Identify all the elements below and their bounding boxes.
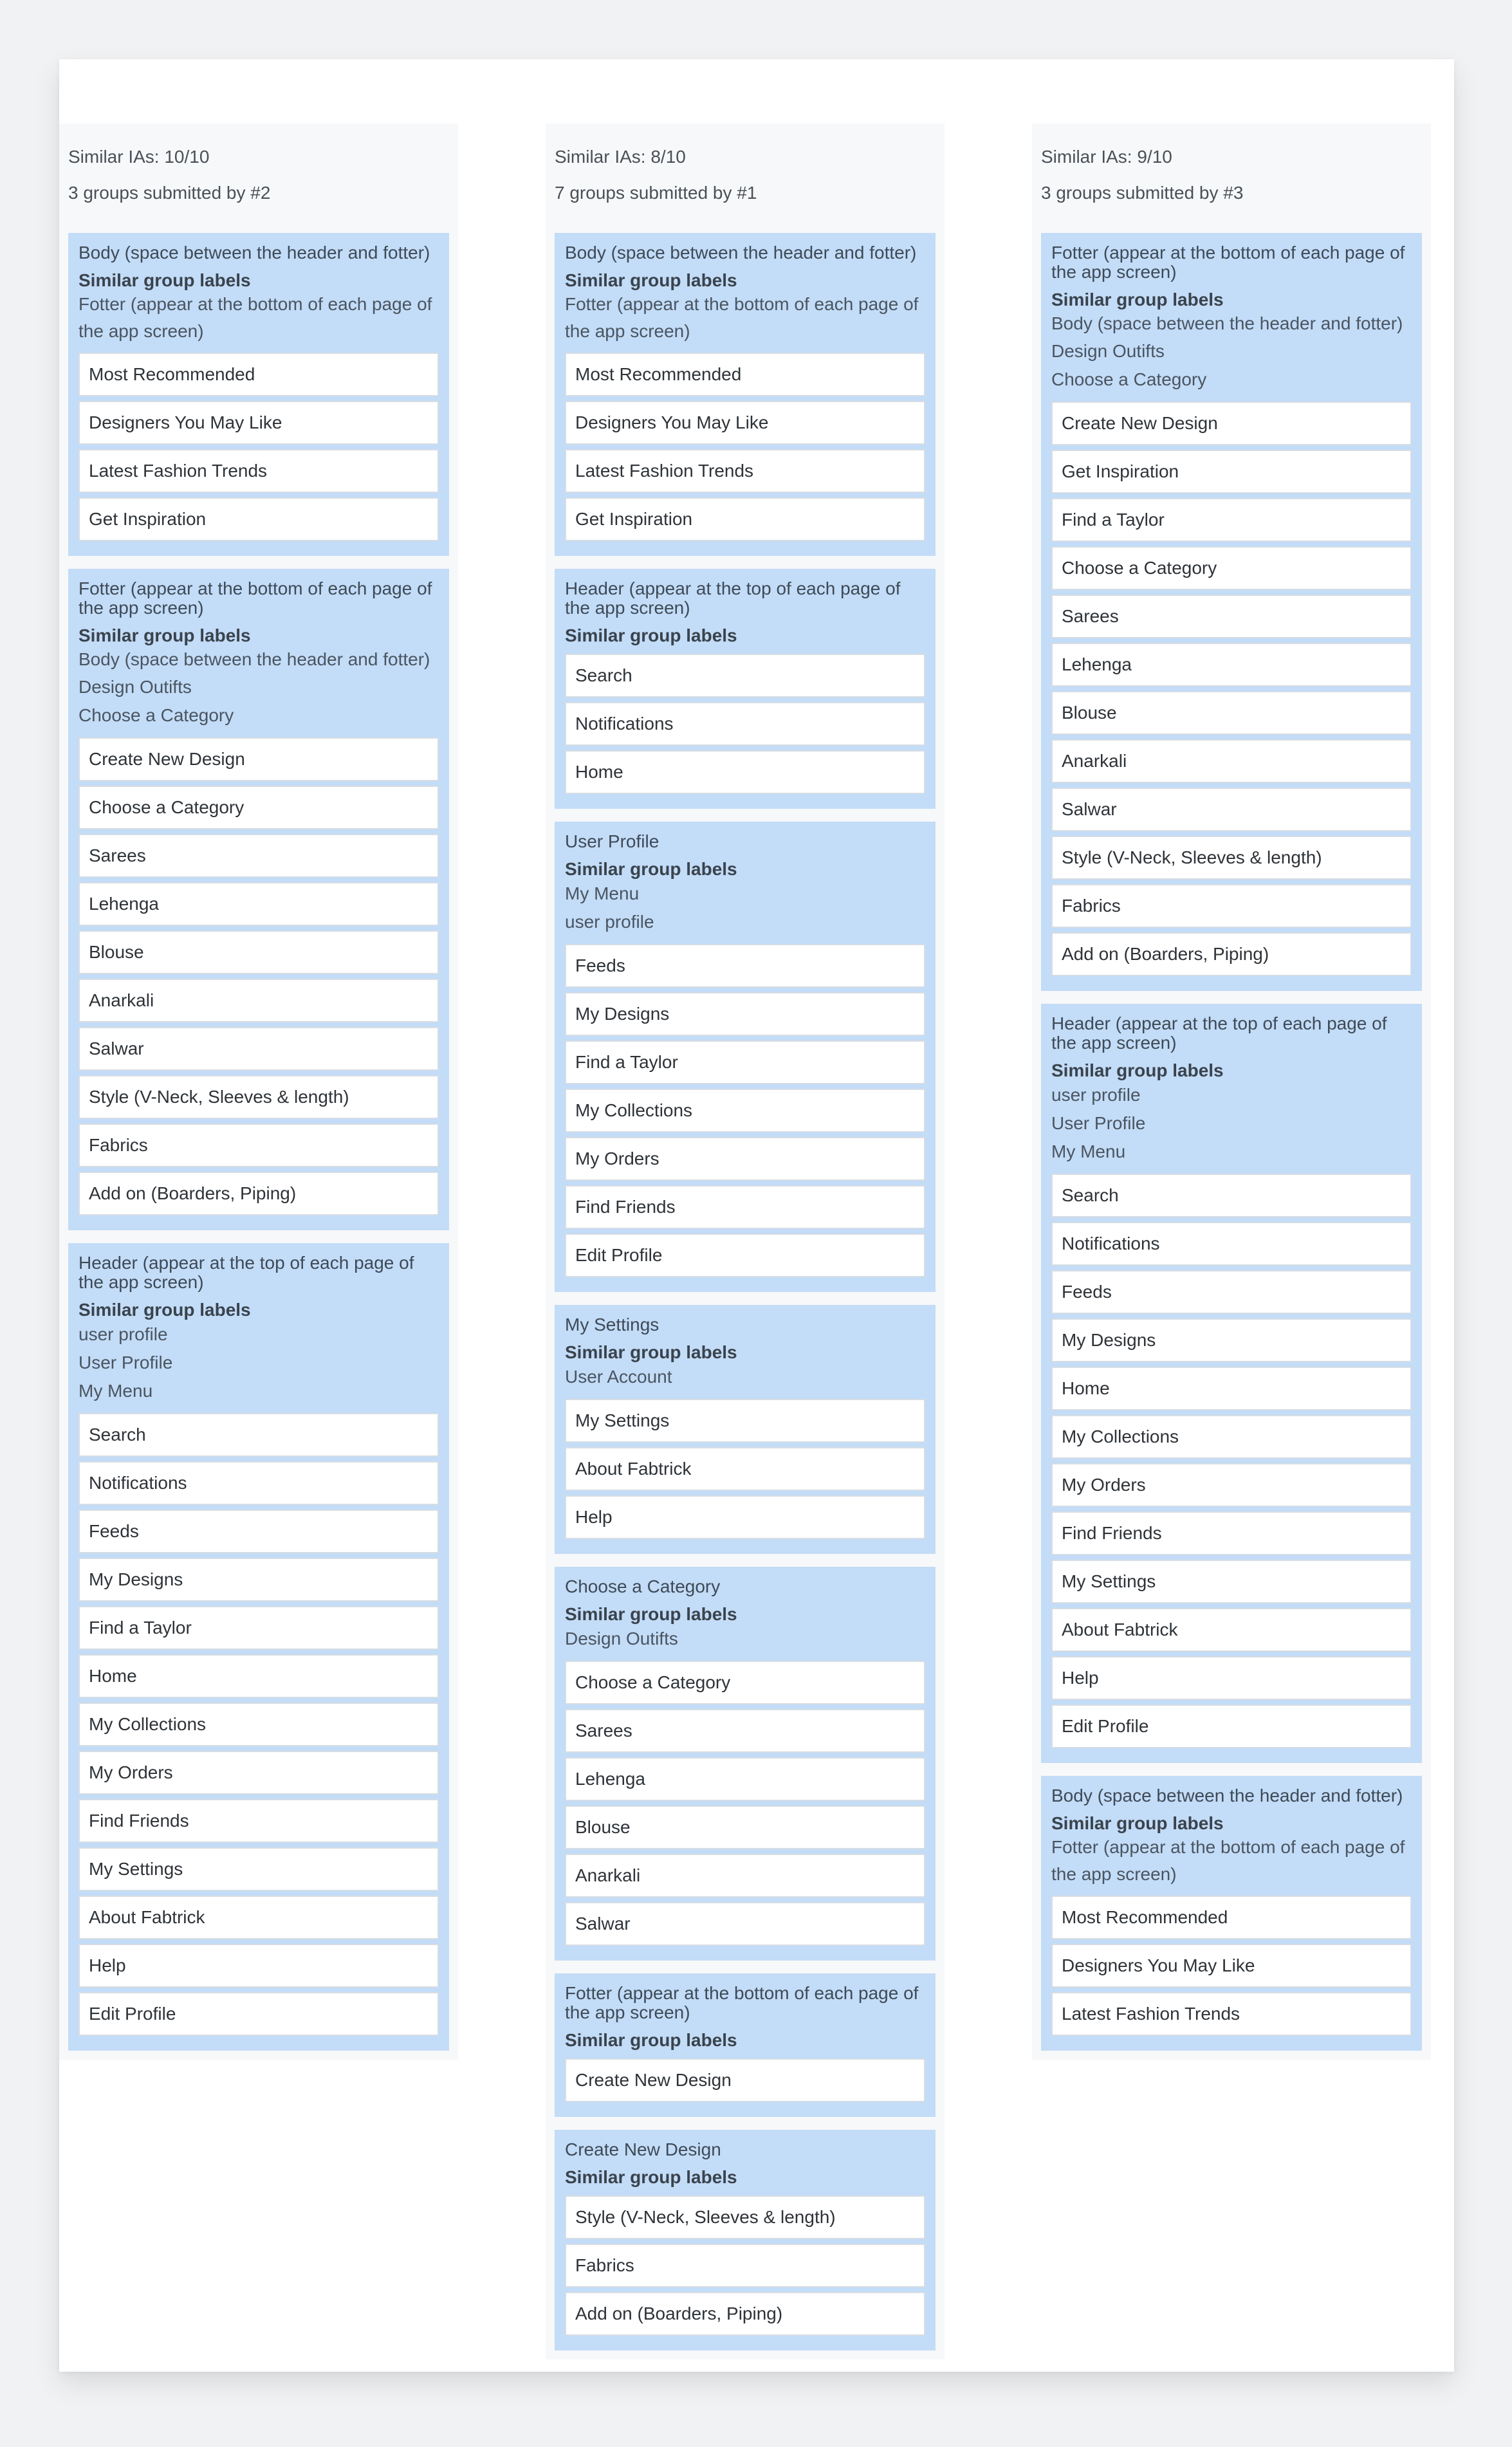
sort-card[interactable]: Latest Fashion Trends [1051,1992,1412,2036]
card-list [565,2058,925,2102]
similar-group-labels-heading: Similar group labels [78,1300,251,1320]
sort-card[interactable]: Find a Taylor [565,1040,925,1084]
sort-card[interactable]: My Settings [565,1399,925,1443]
sort-card[interactable]: Get Inspiration [1051,450,1412,494]
similar-group-label: User Profile [1051,1113,1146,1133]
group-title: Fotter (appear at the bottom of each page of the app screen) [78,578,432,618]
group-title: Body (space between the header and fotter) [78,243,430,263]
sort-card[interactable]: Sarees [1051,595,1412,638]
sort-card[interactable]: Create New Design [1051,402,1412,445]
similar-group-label: Choose a Category [78,705,234,725]
similar-group-labels-heading: Similar group labels [78,625,251,645]
similar-group-labels-heading: Similar group labels [565,1604,737,1624]
similar-group-labels-heading: Similar group labels [565,859,737,879]
sort-card[interactable]: Find a Taylor [1051,498,1412,542]
similar-group-label: User Account [565,1367,672,1387]
similar-group-label: Fotter (appear at the bottom of each page of the app screen) [1051,1837,1405,1884]
similar-group-label: My Menu [565,883,640,903]
sort-card[interactable]: Feeds [565,944,925,988]
similar-group-label: Fotter (appear at the bottom of each page of the app screen) [78,294,432,341]
sort-card[interactable]: My Designs [78,1558,439,1602]
card-group [555,1973,936,2117]
similar-group-label: user profile [78,1324,168,1344]
sort-card[interactable]: Blouse [1051,691,1412,735]
sort-card[interactable]: Anarkali [1051,739,1412,783]
sort-card[interactable]: Search [565,654,925,697]
sort-card[interactable]: My Designs [1051,1318,1412,1362]
sort-card[interactable]: Designers You May Like [78,401,439,445]
groups-submitted: 3 groups submitted by #3 [1041,183,1244,203]
group-title: Fotter (appear at the bottom of each page of the app screen) [565,1983,919,2022]
card-group [555,2130,936,2350]
sort-card[interactable]: Fabrics [565,2244,925,2287]
column-meta [1032,124,1431,220]
sort-card[interactable]: Fabrics [78,1123,439,1167]
sort-card[interactable]: Notifications [78,1461,439,1505]
sort-card[interactable]: About Fabtrick [1051,1608,1412,1652]
group-title: Header (appear at the top of each page of the app screen) [1051,1013,1387,1053]
similar-group-label: User Profile [78,1353,173,1372]
card-group [555,1567,936,1961]
group-title: Body (space between the header and fotter) [1051,1786,1403,1805]
sort-card[interactable]: About Fabtrick [78,1896,439,1939]
sort-card[interactable]: Lehenga [565,1757,925,1801]
card-group [555,1305,936,1554]
sort-card[interactable]: Add on (Boarders, Piping) [78,1172,439,1215]
sort-card[interactable]: Sarees [78,834,439,878]
results-sheet [59,59,1454,2372]
ia-column-2 [546,124,945,2359]
sort-card[interactable]: Search [78,1413,439,1457]
sort-card[interactable]: Home [565,750,925,794]
sort-card[interactable]: My Designs [565,992,925,1036]
sort-card[interactable]: Anarkali [565,1854,925,1898]
sort-card[interactable]: Lehenga [1051,643,1412,687]
similar-group-labels-heading: Similar group labels [565,2030,737,2050]
card-list [1051,402,1412,976]
sort-card[interactable]: Salwar [78,1027,439,1071]
sort-card[interactable]: My Settings [78,1847,439,1891]
sort-card[interactable]: Most Recommended [565,353,925,396]
sort-card[interactable]: Home [1051,1367,1412,1410]
similarity-score: Similar IAs: 9/10 [1041,147,1172,167]
column-meta [59,124,458,220]
sort-card[interactable]: My Orders [565,1137,925,1181]
group-title: User Profile [565,831,659,851]
sort-card[interactable]: My Collections [78,1703,439,1746]
card-group [68,1243,449,2051]
card-list [78,1413,439,2036]
group-title: Fotter (appear at the bottom of each page of the app screen) [1051,243,1405,282]
sort-card[interactable]: Notifications [1051,1222,1412,1266]
card-list [1051,1174,1412,1748]
ia-column-1 [59,124,458,2060]
sort-card[interactable]: My Settings [1051,1560,1412,1603]
ia-column-3 [1032,124,1431,2060]
sort-card[interactable]: Create New Design [78,737,439,781]
sort-card[interactable]: Sarees [565,1709,925,1753]
sort-card[interactable]: Salwar [565,1902,925,1946]
similar-group-label: Design Outifts [565,1629,678,1648]
card-group [68,233,449,556]
sort-card[interactable]: Feeds [78,1510,439,1553]
group-title: Body (space between the header and fotter) [565,243,917,263]
sort-card[interactable]: Help [565,1495,925,1539]
sort-card[interactable]: Most Recommended [78,353,439,396]
sort-card[interactable]: Feeds [1051,1270,1412,1314]
card-list [1051,1896,1412,2036]
sort-card[interactable]: Salwar [1051,788,1412,831]
sort-card[interactable]: Search [1051,1174,1412,1217]
card-list [565,944,925,1277]
sort-card[interactable]: Get Inspiration [78,497,439,541]
similar-group-label: Body (space between the header and fotter) [78,649,430,669]
similarity-score: Similar IAs: 10/10 [68,147,210,167]
sort-card[interactable]: Create New Design [565,2058,925,2102]
card-group [1041,233,1422,991]
similar-group-labels-heading: Similar group labels [565,2167,737,2187]
card-group [555,233,936,556]
sort-card[interactable]: My Collections [1051,1415,1412,1459]
card-group [1041,1004,1422,1763]
sort-card[interactable]: About Fabtrick [565,1447,925,1491]
sort-card[interactable]: Find Friends [1051,1511,1412,1555]
similar-group-label: Body (space between the header and fotter) [1051,313,1403,333]
sort-card[interactable]: Anarkali [78,979,439,1022]
sort-card[interactable]: Find Friends [565,1185,925,1229]
sort-card[interactable]: Fabrics [1051,884,1412,928]
sort-card[interactable]: Designers You May Like [1051,1944,1412,1988]
card-group [555,822,936,1292]
sort-card[interactable]: Help [1051,1656,1412,1700]
similar-group-labels-heading: Similar group labels [565,270,737,290]
group-title: Header (appear at the top of each page of the app screen) [565,578,901,618]
similar-group-label: Choose a Category [1051,369,1207,389]
sort-card[interactable]: Latest Fashion Trends [565,449,925,493]
card-list [565,2195,925,2336]
groups-submitted: 3 groups submitted by #2 [68,183,271,203]
sort-card[interactable]: Latest Fashion Trends [78,449,439,493]
sort-card[interactable]: My Collections [565,1089,925,1132]
sort-card[interactable]: Edit Profile [1051,1704,1412,1748]
sort-card[interactable]: Find a Taylor [78,1606,439,1650]
similar-group-label: My Menu [78,1381,153,1401]
sort-card[interactable]: Choose a Category [78,786,439,829]
group-title: Create New Design [565,2139,721,2159]
similar-group-label: Fotter (appear at the bottom of each page of the app screen) [565,294,919,341]
groups-submitted: 7 groups submitted by #1 [555,183,757,203]
card-list [78,353,439,541]
sort-card[interactable]: Add on (Boarders, Piping) [565,2292,925,2336]
sort-card[interactable]: Style (V-Neck, Sleeves & length) [78,1075,439,1119]
sort-card[interactable]: Find Friends [78,1799,439,1843]
sort-card[interactable]: Notifications [565,702,925,746]
group-title: Header (appear at the top of each page of the app screen) [78,1253,414,1292]
similar-group-label: user profile [1051,1085,1141,1105]
group-title: My Settings [565,1315,659,1334]
card-group [68,569,449,1230]
sort-card[interactable]: Get Inspiration [565,497,925,541]
sort-card[interactable]: Lehenga [78,882,439,926]
similar-group-labels-heading: Similar group labels [565,625,737,645]
similar-group-labels-heading: Similar group labels [1051,290,1224,309]
similar-group-label: user profile [565,912,654,932]
sort-card[interactable]: Style (V-Neck, Sleeves & length) [1051,836,1412,880]
sort-card[interactable]: Choose a Category [565,1661,925,1704]
card-group [555,569,936,809]
sort-card[interactable]: Choose a Category [1051,546,1412,590]
similar-group-label: Design Outifts [1051,341,1165,361]
sort-card[interactable]: Style (V-Neck, Sleeves & length) [565,2195,925,2239]
similar-group-labels-heading: Similar group labels [1051,1060,1224,1080]
card-list [565,1661,925,1946]
sort-card[interactable]: Edit Profile [78,1992,439,2036]
similar-group-labels-heading: Similar group labels [565,1342,737,1362]
sort-card[interactable]: Blouse [78,930,439,974]
similar-group-labels-heading: Similar group labels [1051,1813,1224,1833]
card-list [565,353,925,541]
column-meta [546,124,945,220]
similar-group-label: My Menu [1051,1141,1126,1161]
sort-card[interactable]: Blouse [565,1805,925,1849]
card-list [565,654,925,794]
sort-card[interactable]: Add on (Boarders, Piping) [1051,932,1412,976]
sort-card[interactable]: My Orders [78,1751,439,1795]
similar-group-labels-heading: Similar group labels [78,270,251,290]
card-list [565,1399,925,1539]
sort-card[interactable]: Home [78,1654,439,1698]
card-list [78,737,439,1215]
similar-group-label: Design Outifts [78,677,192,697]
sort-card[interactable]: Most Recommended [1051,1896,1412,1939]
sort-card[interactable]: Edit Profile [565,1233,925,1277]
group-title: Choose a Category [565,1576,721,1596]
sort-card[interactable]: My Orders [1051,1463,1412,1507]
sort-card[interactable]: Help [78,1944,439,1988]
card-group [1041,1776,1422,2051]
sort-card[interactable]: Designers You May Like [565,401,925,445]
similarity-score: Similar IAs: 8/10 [555,147,686,167]
